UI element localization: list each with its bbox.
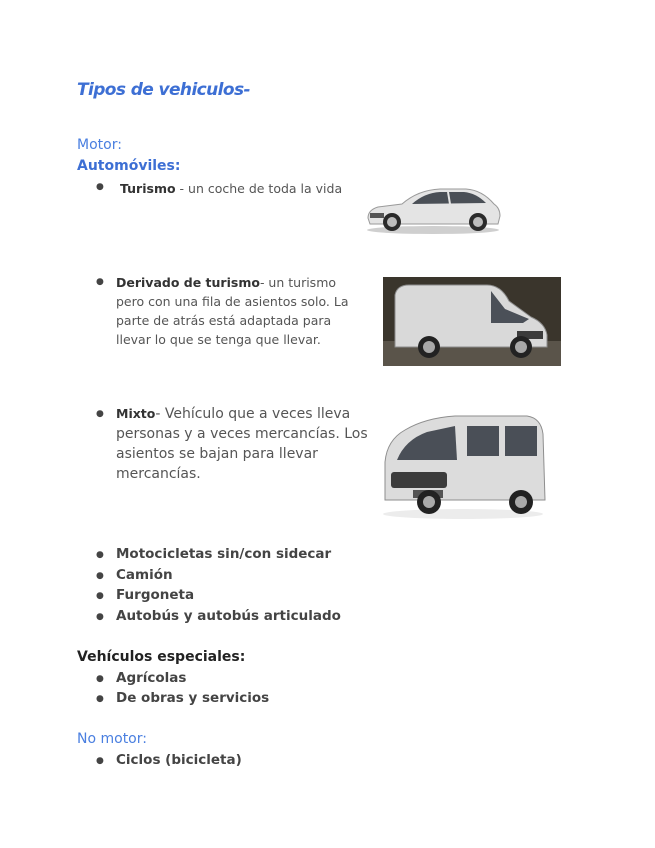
bullet-icon: ● <box>96 409 104 419</box>
list-item: Agrícolas <box>116 670 187 686</box>
no-motor-label: No motor: <box>77 731 147 747</box>
bullet-icon: ● <box>96 182 104 192</box>
list-item-derivado <box>116 273 368 349</box>
list-item: Furgoneta <box>116 587 195 603</box>
item-desc: - un coche de toda la vida <box>175 181 343 196</box>
list-item: Motocicletas sin/con sidecar <box>116 546 332 562</box>
list-item-mixto <box>116 404 368 484</box>
bullet-icon: ● <box>96 694 104 704</box>
item-term: Derivado de turismo <box>116 275 260 290</box>
bullet-icon: ● <box>96 571 104 581</box>
item-desc: - un turismo pero con una fila de asientos solo. La parte de atrás está adaptada para llevar lo que se tenga que llevar. <box>116 275 349 347</box>
list-item: Ciclos (bicicleta) <box>116 752 242 768</box>
especiales-heading: Vehículos especiales: <box>77 649 246 665</box>
item-term: Mixto <box>116 406 156 421</box>
bullet-icon: ● <box>96 612 104 622</box>
bullet-icon: ● <box>96 591 104 601</box>
bullet-icon: ● <box>96 756 104 766</box>
van-image <box>383 277 561 366</box>
bullet-icon: ● <box>96 277 104 287</box>
list-item: Autobús y autobús articulado <box>116 608 341 624</box>
motor-label: Motor: <box>77 137 122 153</box>
minivan-image <box>375 404 551 524</box>
list-item-turismo <box>120 179 360 198</box>
bullet-icon: ● <box>96 550 104 560</box>
bullet-icon: ● <box>96 674 104 684</box>
list-item: Camión <box>116 567 173 583</box>
item-term: Turismo <box>120 181 176 196</box>
page-title: Tipos de vehiculos- <box>77 80 250 100</box>
automoviles-heading: Automóviles: <box>77 158 181 174</box>
car-image <box>362 180 504 235</box>
item-desc: - Vehículo que a veces lleva personas y a veces mercancías. Los asientos se bajan para llevar mercancías. <box>116 406 368 482</box>
list-item: De obras y servicios <box>116 690 270 706</box>
